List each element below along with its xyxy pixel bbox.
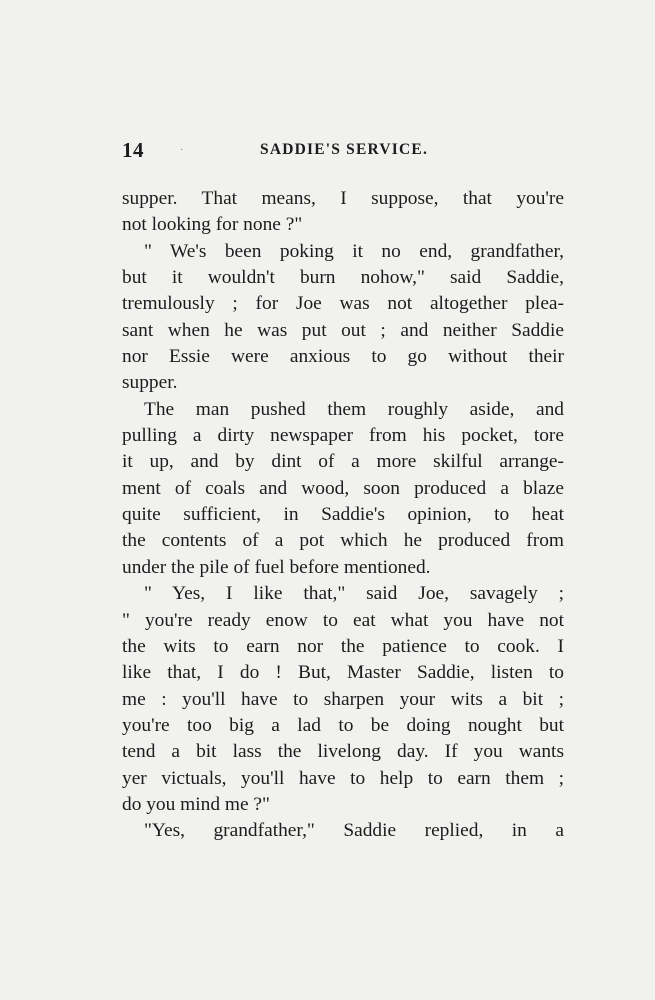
text-line: supper. [122, 372, 178, 394]
header-dot: · [180, 145, 184, 156]
text-line: The man pushed them roughly aside, and [144, 398, 564, 420]
text-line: do you mind me ?" [122, 793, 270, 815]
text-line: quite sufficient, in Saddie's opinion, to heat [122, 504, 564, 526]
text-line: supper. That means, I suppose, that you're [122, 188, 564, 209]
text-line: "Yes, grandfather," Saddie replied, in a [144, 820, 564, 842]
text-line: yer victuals, you'll have to help to earn them ; [122, 767, 564, 789]
text-line: " Yes, I like that," said Joe, savagely ; [144, 583, 564, 605]
text-line: the wits to earn nor the patience to cook. I [122, 635, 564, 657]
text-line: you're too big a lad to be doing nought but [122, 714, 564, 736]
text-line: but it wouldn't burn nohow," said Saddie, [122, 267, 564, 289]
text-line: like that, I do ! But, Master Saddie, listen to [122, 662, 564, 684]
page-number: 14 [122, 138, 144, 162]
text-line: sant when he was put out ; and neither Saddie [122, 319, 564, 341]
running-head: SADDIE'S SERVICE. [260, 141, 429, 158]
text-line: me : you'll have to sharpen your wits a bit ; [122, 688, 564, 710]
text-line: not looking for none ?" [122, 214, 303, 236]
text-line: pulling a dirty newspaper from his pocket, tore [122, 425, 564, 447]
text-line: tend a bit lass the livelong day. If you wants [122, 741, 564, 763]
text-line: " We's been poking it no end, grandfather, [144, 240, 564, 262]
text-line: it up, and by dint of a more skilful arrange- [122, 451, 564, 473]
text-line: tremulously ; for Joe was not altogether plea- [122, 293, 564, 315]
text-line: ment of coals and wood, soon produced a blaze [122, 477, 564, 499]
body-text [122, 186, 564, 845]
text-line: under the pile of fuel before mentioned. [122, 556, 431, 578]
page-header [122, 138, 562, 166]
text-line: nor Essie were anxious to go without their [122, 346, 564, 368]
text-line: the contents of a pot which he produced from [122, 530, 564, 552]
text-line: " you're ready enow to eat what you have not [122, 609, 564, 631]
